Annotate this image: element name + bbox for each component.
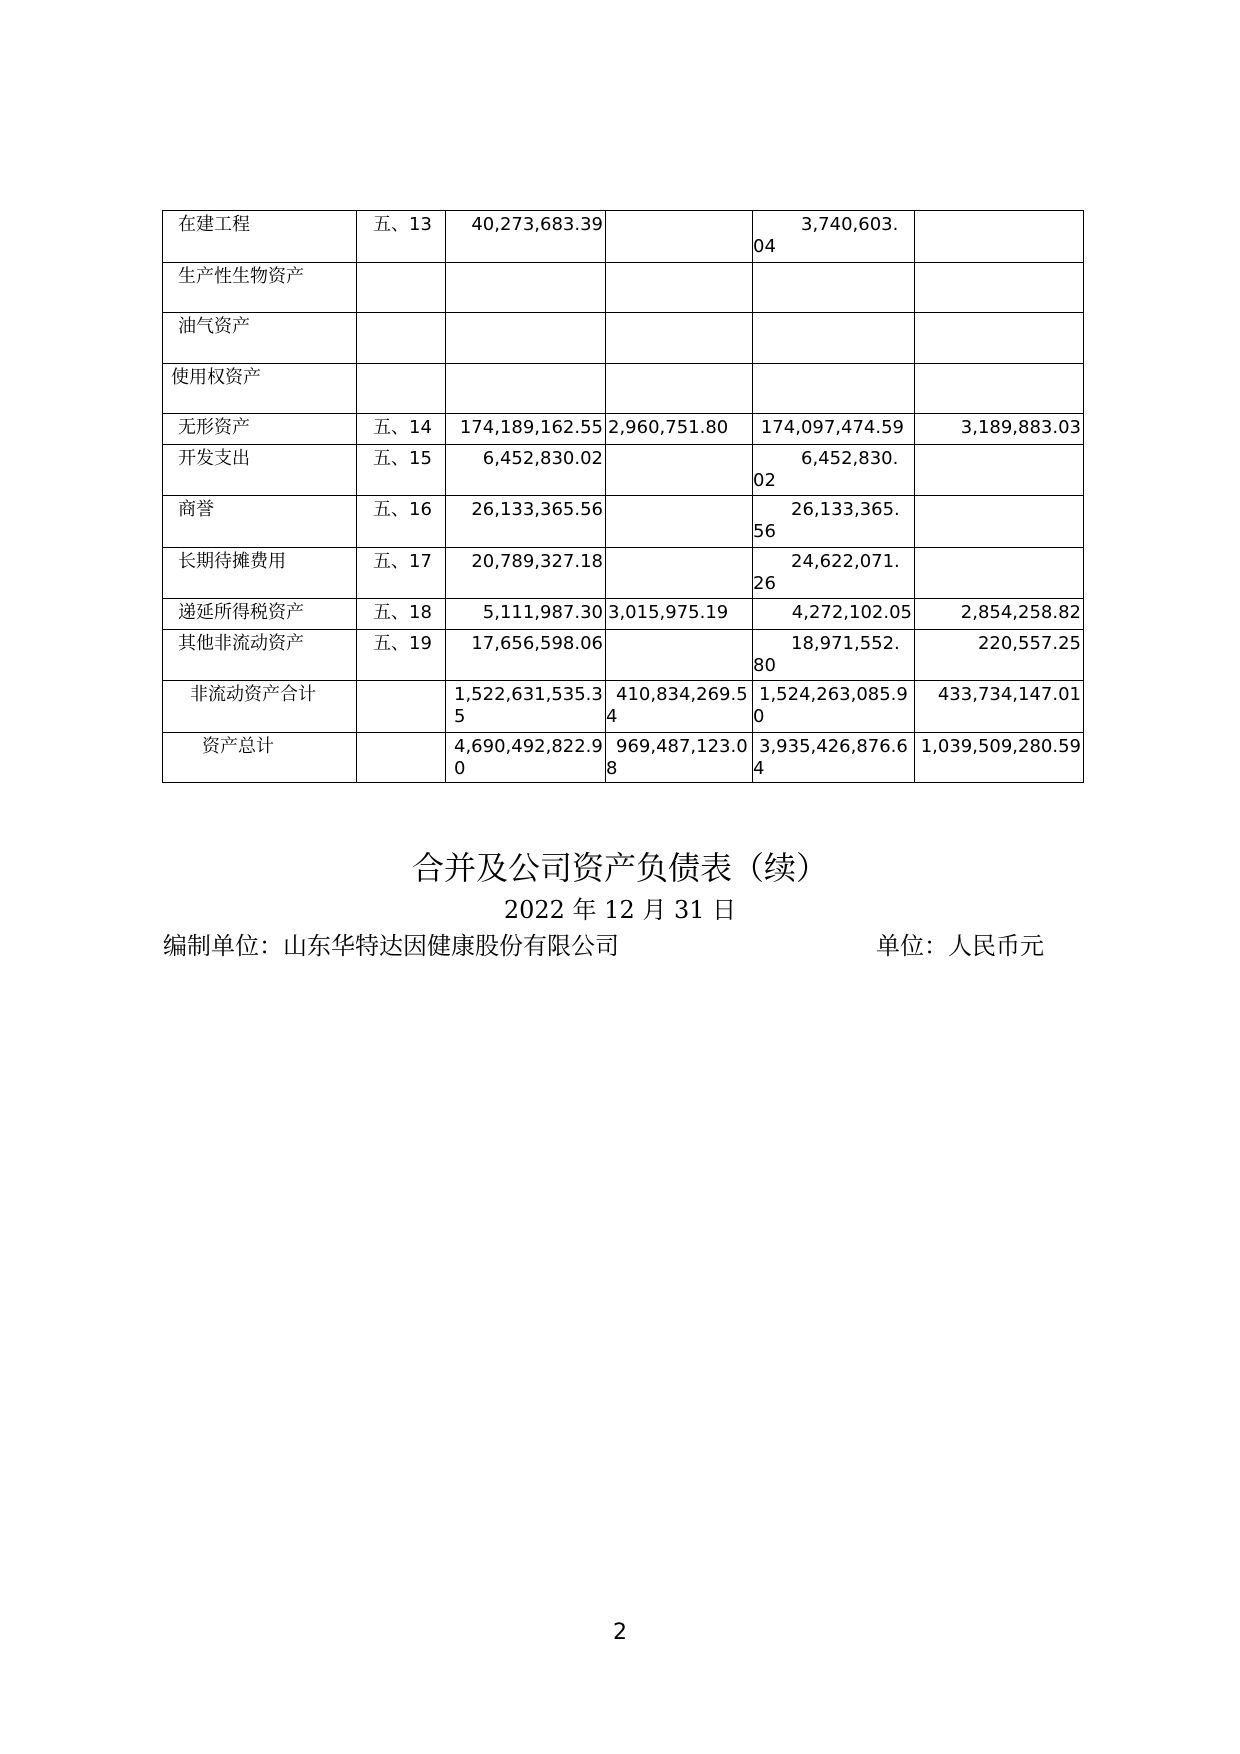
- row-note: [357, 313, 446, 364]
- cell-consolidated-beginning: 4,272,102.05: [753, 599, 915, 630]
- row-note: 五、15: [357, 445, 446, 496]
- cell-company-ending: 410,834,269.54: [606, 684, 748, 727]
- cell-company-ending: [606, 496, 753, 548]
- cell-consolidated-beginning: [753, 313, 915, 364]
- cell-consolidated-beginning: 1,524,263,085.90: [753, 684, 908, 727]
- table-row: [163, 548, 1084, 599]
- cell-company-ending: [606, 548, 753, 599]
- table-row: [163, 681, 1084, 733]
- cell-company-ending: 969,487,123.08: [606, 736, 748, 779]
- table-row: [163, 733, 1084, 783]
- row-name-biological-assets: 生产性生物资产: [163, 263, 357, 313]
- row-name-total-non-current-assets: 非流动资产合计: [163, 681, 357, 733]
- table-row: [163, 630, 1084, 681]
- row-note: 五、13: [357, 211, 446, 263]
- row-name-other-non-current-assets: 其他非流动资产: [163, 630, 357, 681]
- cell-company-beginning: [915, 548, 1084, 599]
- cell-company-ending: [606, 313, 753, 364]
- cell-company-ending: [606, 630, 753, 681]
- cell-consolidated-beginning: 6,452,830.02: [753, 448, 899, 491]
- cell-consolidated-ending: [446, 263, 606, 313]
- row-name-right-of-use-assets: 使用权资产: [163, 364, 357, 414]
- cell-consolidated-ending: [446, 364, 606, 414]
- row-note: [357, 364, 446, 414]
- cell-consolidated-beginning: 26,133,365.56: [753, 499, 900, 542]
- cell-consolidated-ending: 6,452,830.02: [446, 445, 606, 496]
- cell-consolidated-ending: 20,789,327.18: [446, 548, 606, 599]
- row-note: 五、18: [357, 599, 446, 630]
- table-row: [163, 599, 1084, 630]
- cell-company-ending: 3,015,975.19: [606, 599, 753, 630]
- cell-consolidated-ending: 1,522,631,535.35: [446, 681, 606, 733]
- cell-company-beginning: [915, 211, 1084, 263]
- cell-consolidated-ending: 26,133,365.56: [446, 496, 606, 548]
- balance-sheet-table: [162, 210, 1084, 783]
- row-note: 五、17: [357, 548, 446, 599]
- cell-company-beginning: 1,039,509,280.59: [915, 733, 1084, 783]
- cell-company-ending: [606, 364, 753, 414]
- row-name-total-assets: 资产总计: [163, 733, 357, 783]
- table-row: [163, 496, 1084, 548]
- row-note: 五、19: [357, 630, 446, 681]
- cell-company-beginning: 3,189,883.03: [915, 414, 1084, 445]
- cell-consolidated-beginning: 18,971,552.80: [753, 633, 900, 676]
- cell-consolidated-ending: 5,111,987.30: [446, 599, 606, 630]
- cell-company-beginning: 2,854,258.82: [915, 599, 1084, 630]
- row-note: [357, 263, 446, 313]
- row-name-intangible-assets: 无形资产: [163, 414, 357, 445]
- row-name-development-expenditure: 开发支出: [163, 445, 357, 496]
- cell-consolidated-ending: 4,690,492,822.90: [446, 733, 606, 783]
- row-note: [357, 733, 446, 783]
- cell-company-beginning: [915, 496, 1084, 548]
- row-name-construction-in-progress: 在建工程: [163, 211, 357, 263]
- cell-consolidated-beginning: 3,935,426,876.64: [753, 736, 908, 779]
- cell-consolidated-ending: 40,273,683.39: [446, 211, 606, 263]
- row-name-long-term-prepaid-expenses: 长期待摊费用: [163, 548, 357, 599]
- page-number: 2: [613, 1620, 627, 1645]
- preparing-entity: 编制单位：山东华特达因健康股份有限公司: [163, 932, 619, 960]
- cell-company-beginning: [915, 263, 1084, 313]
- table-row: [163, 414, 1084, 445]
- cell-company-beginning: [915, 313, 1084, 364]
- row-name-goodwill: 商誉: [163, 496, 357, 548]
- currency-unit: 单位：人民币元: [876, 932, 1044, 960]
- table-row: [163, 313, 1084, 364]
- cell-consolidated-beginning: 3,740,603.04: [753, 214, 899, 257]
- cell-consolidated-beginning: 174,097,474.59: [753, 414, 915, 445]
- table-row: [163, 211, 1084, 263]
- row-name-oil-gas-assets: 油气资产: [163, 313, 357, 364]
- cell-company-beginning: 433,734,147.01: [915, 681, 1084, 733]
- row-note: [357, 681, 446, 733]
- cell-company-ending: 2,960,751.80: [606, 414, 753, 445]
- table-row: [163, 445, 1084, 496]
- row-name-deferred-tax-assets: 递延所得税资产: [163, 599, 357, 630]
- table-row: [163, 364, 1084, 414]
- cell-consolidated-beginning: [753, 364, 915, 414]
- cell-company-beginning: [915, 445, 1084, 496]
- cell-consolidated-ending: 174,189,162.55: [446, 414, 606, 445]
- cell-company-beginning: [915, 364, 1084, 414]
- cell-consolidated-beginning: [753, 263, 915, 313]
- cell-consolidated-ending: 17,656,598.06: [446, 630, 606, 681]
- cell-consolidated-ending: [446, 313, 606, 364]
- report-date: 2022 年 12 月 31 日: [503, 896, 737, 924]
- cell-company-ending: [606, 211, 753, 263]
- cell-company-beginning: 220,557.25: [915, 630, 1084, 681]
- cell-company-ending: [606, 263, 753, 313]
- row-note: 五、14: [357, 414, 446, 445]
- cell-company-ending: [606, 445, 753, 496]
- page-title: 合并及公司资产负债表（续）: [411, 849, 828, 887]
- row-note: 五、16: [357, 496, 446, 548]
- cell-consolidated-beginning: 24,622,071.26: [753, 551, 900, 594]
- table-row: [163, 263, 1084, 313]
